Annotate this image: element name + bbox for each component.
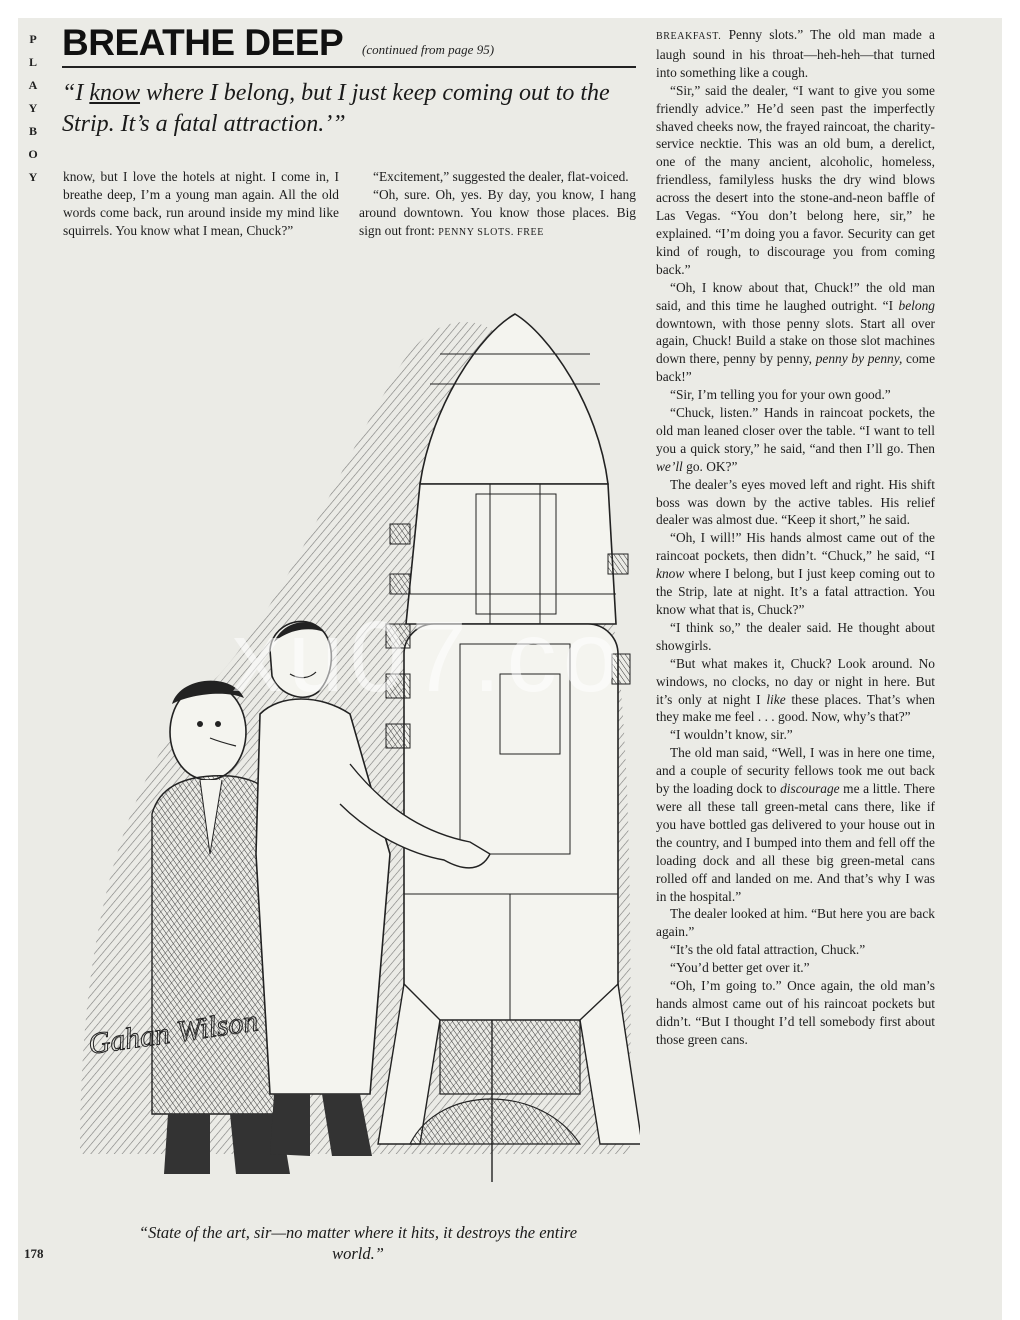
text-column-2: [359, 168, 636, 242]
text-column-1: [63, 168, 339, 240]
paragraph: “Oh, I know about that, Chuck!” the old man said, and this time he laughed outright. “I belong downtown, with those penny slots. Start all over again, Chuck! Build a stake on those slot machines down there, penny by penny, penny by penny, come back!”: [656, 279, 936, 385]
paragraph: “Sir, I’m telling you for your own good.”: [670, 387, 891, 403]
magazine-letter: P: [29, 32, 37, 46]
paragraph: “I think so,” the dealer said. He thought about showgirls.: [656, 619, 935, 653]
text-column-3: [656, 26, 935, 1049]
page-number: 178: [24, 1246, 44, 1261]
cartoon-caption: “State of the art, sir—no matter where it hits, it destroys the entire world.”: [138, 1223, 578, 1263]
paragraph: BREAKFAST. Penny slots.” The old man made a laugh sound in his throat—heh-heh—that turned into something like a cough.: [656, 27, 935, 80]
paragraph: “Chuck, listen.” Hands in raincoat pockets, the old man leaned closer over the table. “I want to tell you a quick story,” he said, “and then I’ll go. Then we’ll go. OK?”: [656, 405, 935, 474]
continued-note: (continued from page 95): [362, 42, 495, 57]
pull-quote-rest: where I belong, but I just keep coming out to the Strip. It’s a fatal attraction.’”: [62, 80, 610, 137]
paragraph: “Oh, sure. Oh, yes. By day, you know, I hang around downtown. You know those places. Big sign out front: PENNY SLOTS. FREE: [359, 186, 636, 238]
paragraph: The old man said, “Well, I was in here one time, and a couple of security fellows took me out back by the loading dock to discourage me a little. There were all these tall green-metal cans there, like if you have bottled gas delivered to your house out in the country, and I bumped into them and fell off the loading dock and all these big green-metal cans rolled off and landed on me. And that’s why I was in the hospital.”: [656, 745, 935, 904]
paragraph: “Oh, I’m going to.” Once again, the old man’s hands almost came out of his raincoat pockets but didn’t. “But I thought I’d tell somebody first about those green cans.: [656, 978, 935, 1047]
cartoon-illustration: [60, 294, 640, 1182]
pull-quote-underlined: know: [89, 80, 141, 106]
paragraph: The dealer looked at him. “But here you are back again.”: [656, 906, 935, 940]
magazine-letter: Y: [28, 170, 38, 184]
paragraph: “It’s the old fatal attraction, Chuck.”: [670, 942, 866, 958]
magazine-name-vertical: [26, 28, 40, 189]
paragraph: “But what makes it, Chuck? Look around. No windows, no clocks, no day or night in here. But it’s only at night I like these places. That’s when they make me feel . . . good. Now, why’s that?”: [656, 655, 935, 725]
magazine-letter: B: [28, 124, 37, 138]
paragraph: know, but I love the hotels at night. I come in, I breathe deep, I’m a young man again. All the old words come back, run around inside my mind like squirrels. You know what I mean, Chuck?”: [63, 169, 339, 238]
watermark: xu07.co: [232, 601, 625, 713]
article-headline: BREATHE DEEP: [62, 22, 344, 63]
artist-signature: Gahan Wilson: [86, 1004, 261, 1061]
pull-quote-open: “I: [62, 80, 90, 106]
paragraph: “Excitement,” suggested the dealer, flat-voiced.: [373, 169, 629, 184]
paragraph: “Oh, I will!” His hands almost came out of the raincoat pockets, then didn’t. “Chuck,” he said, “I know where I belong, but I just keep coming out to the Strip, late at night. It’s a fatal attraction. You know what that is, Chuck?”: [656, 530, 935, 617]
paragraph: “Sir,” said the dealer, “I want to give you some friendly advice.” He’d seen past the imperfectly shaved cheeks now, the frayed raincoat, the charity-service necktie. This was an old bum, a derelict, one of the many ancient, alcoholic, homeless, friendless, familyless husks the dry wind blows across the desert into the stone-and-neon baffle of Las Vegas. “You don’t belong here, sir,” he explained. “I’m doing you a favor. Security can get kind of rough, to discourage you from coming back.”: [656, 82, 935, 277]
magazine-letter: O: [28, 147, 38, 161]
cartoon-drawing: [60, 294, 640, 1182]
paragraph: “You’d better get over it.”: [670, 960, 810, 976]
pull-quote: [62, 78, 642, 140]
paragraph: The dealer’s eyes moved left and right. His shift boss was down by the active tables. His relief dealer was almost due. “Keep it short,” he said.: [656, 476, 935, 528]
magazine-letter: Y: [28, 101, 38, 115]
paragraph: “I wouldn’t know, sir.”: [670, 727, 793, 743]
magazine-letter: L: [28, 55, 37, 69]
magazine-letter: A: [28, 78, 38, 92]
headline-rule: [62, 66, 636, 68]
